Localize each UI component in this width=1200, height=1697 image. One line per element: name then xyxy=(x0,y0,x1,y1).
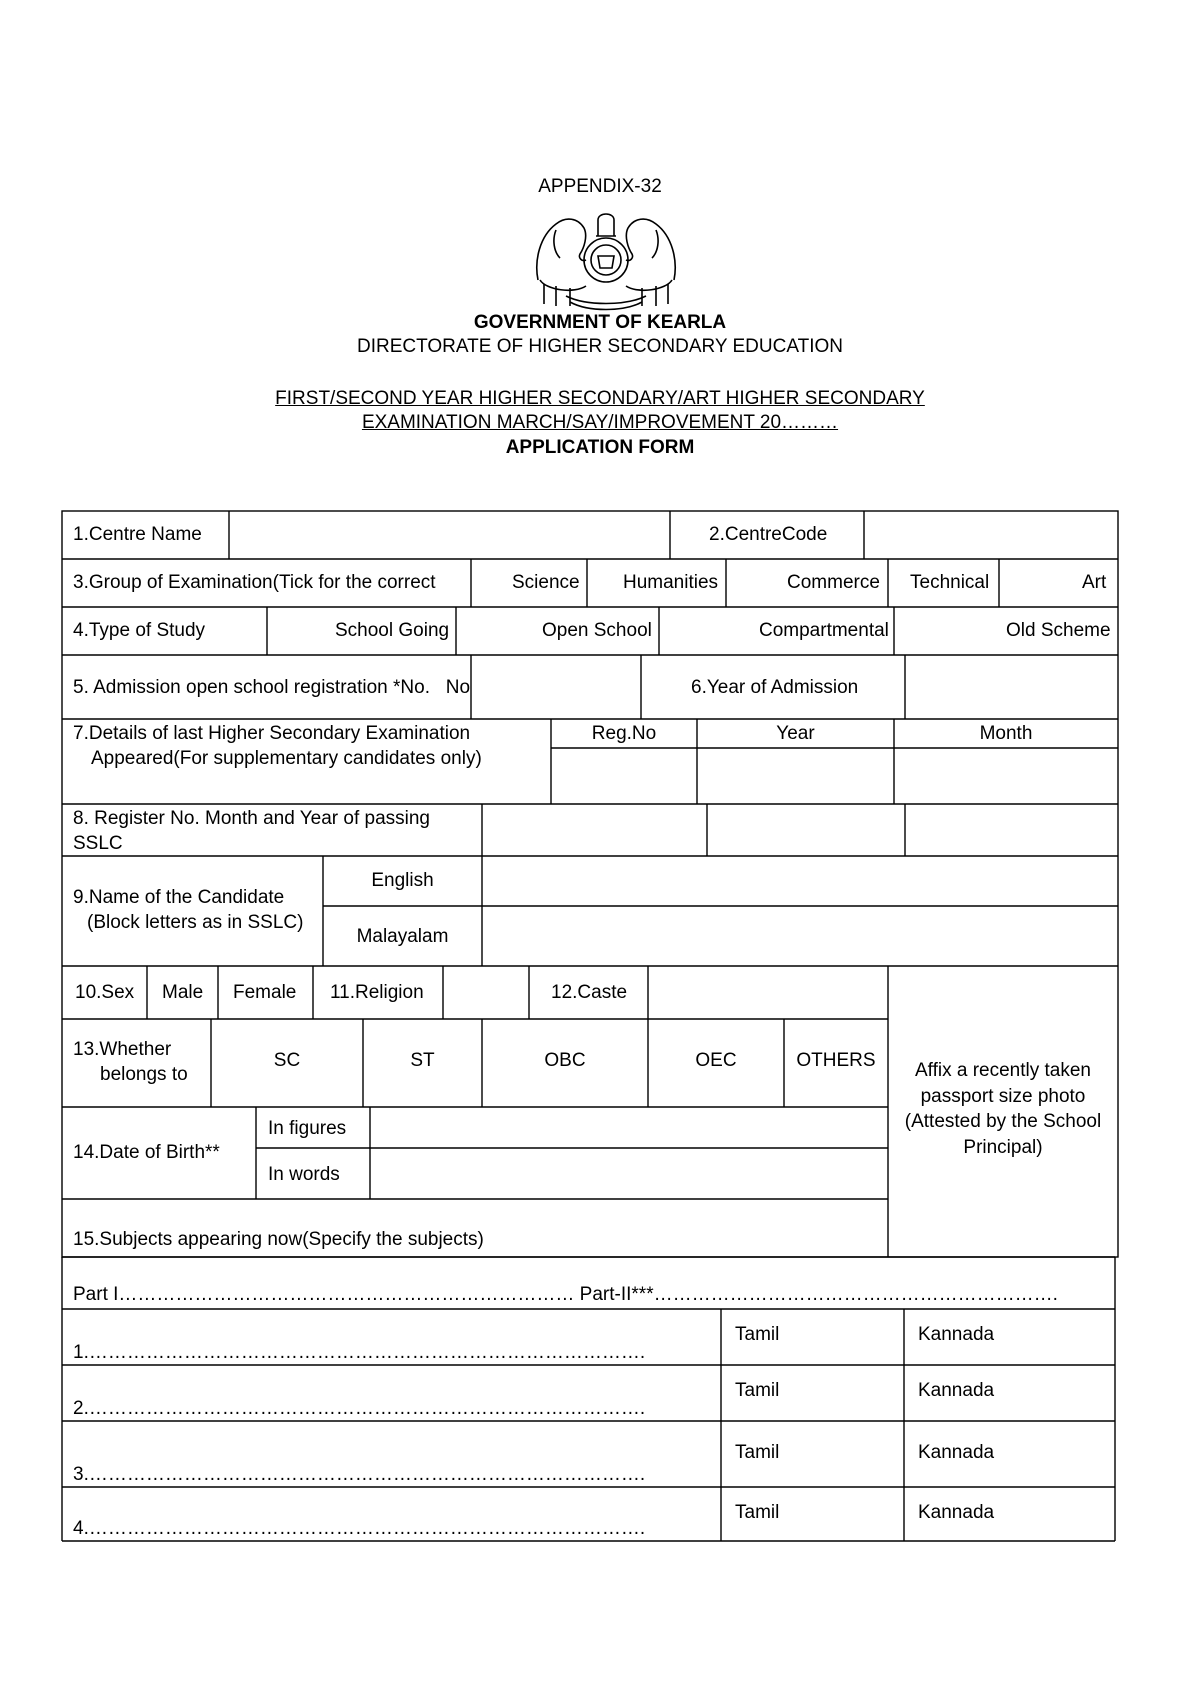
study-open-school[interactable]: Open School xyxy=(542,620,652,641)
subject-row-4-tamil[interactable]: Tamil xyxy=(735,1502,780,1523)
study-school-going[interactable]: School Going xyxy=(335,620,450,641)
last-exam-label-line1: 7.Details of last Higher Secondary Examination xyxy=(73,723,471,744)
subject-row-2: 2.……………………………………………………………………………. xyxy=(73,1398,646,1419)
group-humanities[interactable]: Humanities xyxy=(623,572,719,593)
sslc-label-line1: 8. Register No. Month and Year of passing xyxy=(73,808,431,829)
subject-row-3-kannada[interactable]: Kannada xyxy=(918,1442,995,1463)
name-english-label: English xyxy=(371,870,434,891)
dob-label: 14.Date of Birth** xyxy=(73,1142,220,1163)
sex-female-option[interactable]: Female xyxy=(233,982,297,1003)
sslc-label-line2: SSLC xyxy=(73,833,123,854)
study-type-label: 4.Type of Study xyxy=(73,620,206,641)
government-title: GOVERNMENT OF KEARLA xyxy=(473,312,727,333)
subject-row-3-tamil[interactable]: Tamil xyxy=(735,1442,780,1463)
subject-row-1-kannada[interactable]: Kannada xyxy=(918,1324,995,1345)
subject-row-1: 1.……………………………………………………………………………. xyxy=(73,1342,646,1363)
appendix-label: APPENDIX-32 xyxy=(538,176,662,197)
subject-row-3: 3.……………………………………………………………………………. xyxy=(73,1464,646,1485)
sex-label: 10.Sex xyxy=(75,982,135,1003)
centre-name-label: 1.Centre Name xyxy=(73,524,202,545)
candidate-name-label-line1: 9.Name of the Candidate xyxy=(73,887,285,908)
admission-no-label: 5. Admission open school registration *No. No xyxy=(73,677,471,698)
subjects-label: 15.Subjects appearing now(Specify the subjects) xyxy=(73,1229,484,1250)
subject-row-1-tamil[interactable]: Tamil xyxy=(735,1324,780,1345)
religion-label: 11.Religion xyxy=(330,982,424,1003)
dob-in-figures-label: In figures xyxy=(268,1118,347,1139)
subject-row-2-kannada[interactable]: Kannada xyxy=(918,1380,995,1401)
study-compartmental[interactable]: Compartmental xyxy=(759,620,889,641)
dob-in-words-label: In words xyxy=(268,1164,340,1185)
photo-box-line4: Principal) xyxy=(963,1137,1043,1158)
last-exam-regno-header: Reg.No xyxy=(591,723,657,744)
group-commerce[interactable]: Commerce xyxy=(787,572,880,593)
photo-box-line1: Affix a recently taken xyxy=(914,1060,1092,1081)
group-art[interactable]: Art xyxy=(1082,572,1107,593)
parts-line: Part I……………………………………………………………… Part-II***………………………………………………………. xyxy=(73,1284,1058,1305)
group-label: 3.Group of Examination(Tick for the correct xyxy=(73,572,436,593)
directorate-title: DIRECTORATE OF HIGHER SECONDARY EDUCATION xyxy=(357,336,843,357)
photo-box-line2: passport size photo xyxy=(920,1086,1086,1107)
candidate-name-label-line2: (Block letters as in SSLC) xyxy=(87,912,304,933)
application-form-title: APPLICATION FORM xyxy=(505,437,695,458)
sex-male-option[interactable]: Male xyxy=(162,982,204,1003)
name-malayalam-label: Malayalam xyxy=(356,926,449,947)
category-others[interactable]: OTHERS xyxy=(796,1050,876,1071)
subject-row-2-tamil[interactable]: Tamil xyxy=(735,1380,780,1401)
group-technical[interactable]: Technical xyxy=(910,572,990,593)
study-old-scheme[interactable]: Old Scheme xyxy=(1006,620,1111,641)
belongs-label-line1: 13.Whether xyxy=(73,1039,172,1060)
group-science[interactable]: Science xyxy=(512,572,580,593)
subject-row-4: 4.……………………………………………………………………………. xyxy=(73,1518,646,1539)
exam-title-line2: EXAMINATION MARCH/SAY/IMPROVEMENT 20……… xyxy=(361,412,839,433)
photo-box-line3: (Attested by the School xyxy=(904,1111,1102,1132)
category-sc[interactable]: SC xyxy=(273,1050,301,1071)
subject-row-4-kannada[interactable]: Kannada xyxy=(918,1502,995,1523)
category-st[interactable]: ST xyxy=(410,1050,435,1071)
belongs-label-line2: belongs to xyxy=(100,1064,188,1085)
year-of-admission-label: 6.Year of Admission xyxy=(691,677,859,698)
exam-title-line1: FIRST/SECOND YEAR HIGHER SECONDARY/ART HIGHER SECONDARY xyxy=(275,388,925,409)
last-exam-month-header: Month xyxy=(979,723,1033,744)
category-oec[interactable]: OEC xyxy=(695,1050,737,1071)
category-obc[interactable]: OBC xyxy=(544,1050,586,1071)
last-exam-label-line2: Appeared(For supplementary candidates only) xyxy=(91,748,482,769)
caste-label: 12.Caste xyxy=(551,982,628,1003)
last-exam-year-header: Year xyxy=(776,723,815,744)
centre-code-label: 2.CentreCode xyxy=(709,524,828,545)
